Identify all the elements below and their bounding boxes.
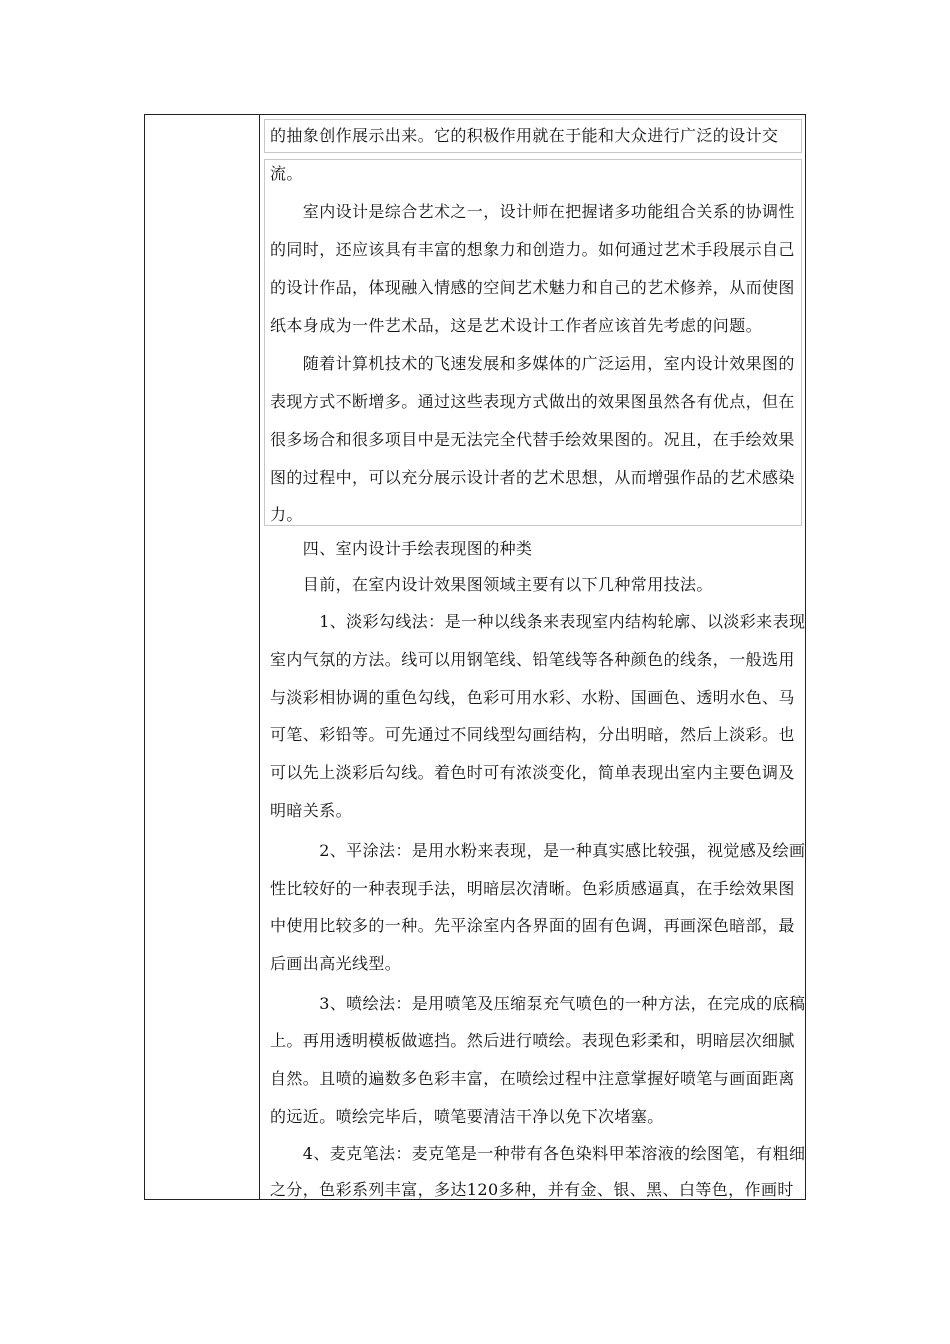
text-line: 目前，在室内设计效果图领域主要有以下几种常用技法。 bbox=[270, 575, 713, 594]
text-line: 室内气氛的方法。线可以用钢笔线、铅笔线等各种颜色的线条，一般选用 bbox=[270, 650, 795, 669]
text-line: 表现方式不断增多。通过这些表现方式做出的效果图虽然各有优点，但在 bbox=[270, 392, 795, 411]
text-line: 上。再用透明模板做遮挡。然后进行喷绘。表现色彩柔和，明暗层次细腻 bbox=[270, 1031, 795, 1050]
text-line: 可笔、彩铅等。可先通过不同线型勾画结构，分出明暗，然后上淡彩。也 bbox=[270, 725, 795, 744]
text-line: 自然。且喷的遍数多色彩丰富，在喷绘过程中注意掌握好喷笔与画面距离 bbox=[270, 1069, 795, 1088]
text-line: 的远近。喷绘完毕后，喷笔要清洁干净以免下次堵塞。 bbox=[270, 1107, 664, 1126]
text-line: 图的过程中，可以充分展示设计者的艺术思想，从而增强作品的艺术感染 bbox=[270, 468, 795, 487]
table-column-divider bbox=[259, 115, 260, 1199]
section-heading: 四、室内设计手绘表现图的种类 bbox=[270, 539, 533, 558]
content-table bbox=[144, 114, 806, 1200]
text-line: 性比较好的一种表现手法，明暗层次清晰。色彩质感逼真，在手绘效果图 bbox=[270, 879, 795, 898]
text-line: 流。 bbox=[270, 164, 303, 183]
text-line: 很多场合和很多项目中是无法完全代替手绘效果图的。况且，在手绘效果 bbox=[270, 430, 795, 449]
text-line: 2、平涂法：是用水粉来表现，是一种真实感比较强，视觉感及绘画 bbox=[270, 841, 806, 860]
text-line: 的设计作品，体现融入情感的空间艺术魅力和自己的艺术修养，从而使图 bbox=[270, 278, 795, 297]
text-line: 纸本身成为一件艺术品，这是艺术设计工作者应该首先考虑的问题。 bbox=[270, 316, 763, 335]
text-line: 中使用比较多的一种。先平涂室内各界面的固有色调，再画深色暗部，最 bbox=[270, 916, 795, 935]
text-line: 随着计算机技术的飞速发展和多媒体的广泛运用，室内设计效果图的 bbox=[270, 354, 795, 373]
text-line: 室内设计是综合艺术之一，设计师在把握诸多功能组合关系的协调性 bbox=[270, 202, 795, 221]
text-line: 1、淡彩勾线法：是一种以线条来表现室内结构轮廓、以淡彩来表现 bbox=[270, 612, 806, 631]
text-line: 明暗关系。 bbox=[270, 801, 353, 820]
text-line: 力。 bbox=[270, 505, 303, 524]
text-line: 与淡彩相协调的重色勾线，色彩可用水彩、水粉、国画色、透明水色、马 bbox=[270, 688, 795, 707]
text-line: 之分，色彩系列丰富，多达120多种，并有金、银、黑、白等色，作画时 bbox=[270, 1180, 794, 1199]
text-line: 4、麦克笔法：麦克笔是一种带有各色染料甲苯溶液的绘图笔，有粗细 bbox=[270, 1144, 806, 1163]
text-line: 可以先上淡彩后勾线。着色时可有浓淡变化，简单表现出室内主要色调及 bbox=[270, 763, 795, 782]
text-line: 后画出高光线型。 bbox=[270, 954, 402, 973]
text-line: 3、喷绘法：是用喷笔及压缩泵充气喷色的一种方法，在完成的底稿 bbox=[270, 994, 806, 1013]
text-line: 的抽象创作展示出来。它的积极作用就在于能和大众进行广泛的设计交 bbox=[270, 126, 779, 145]
text-line: 的同时，还应该具有丰富的想象力和创造力。如何通过艺术手段展示自己 bbox=[270, 240, 795, 259]
